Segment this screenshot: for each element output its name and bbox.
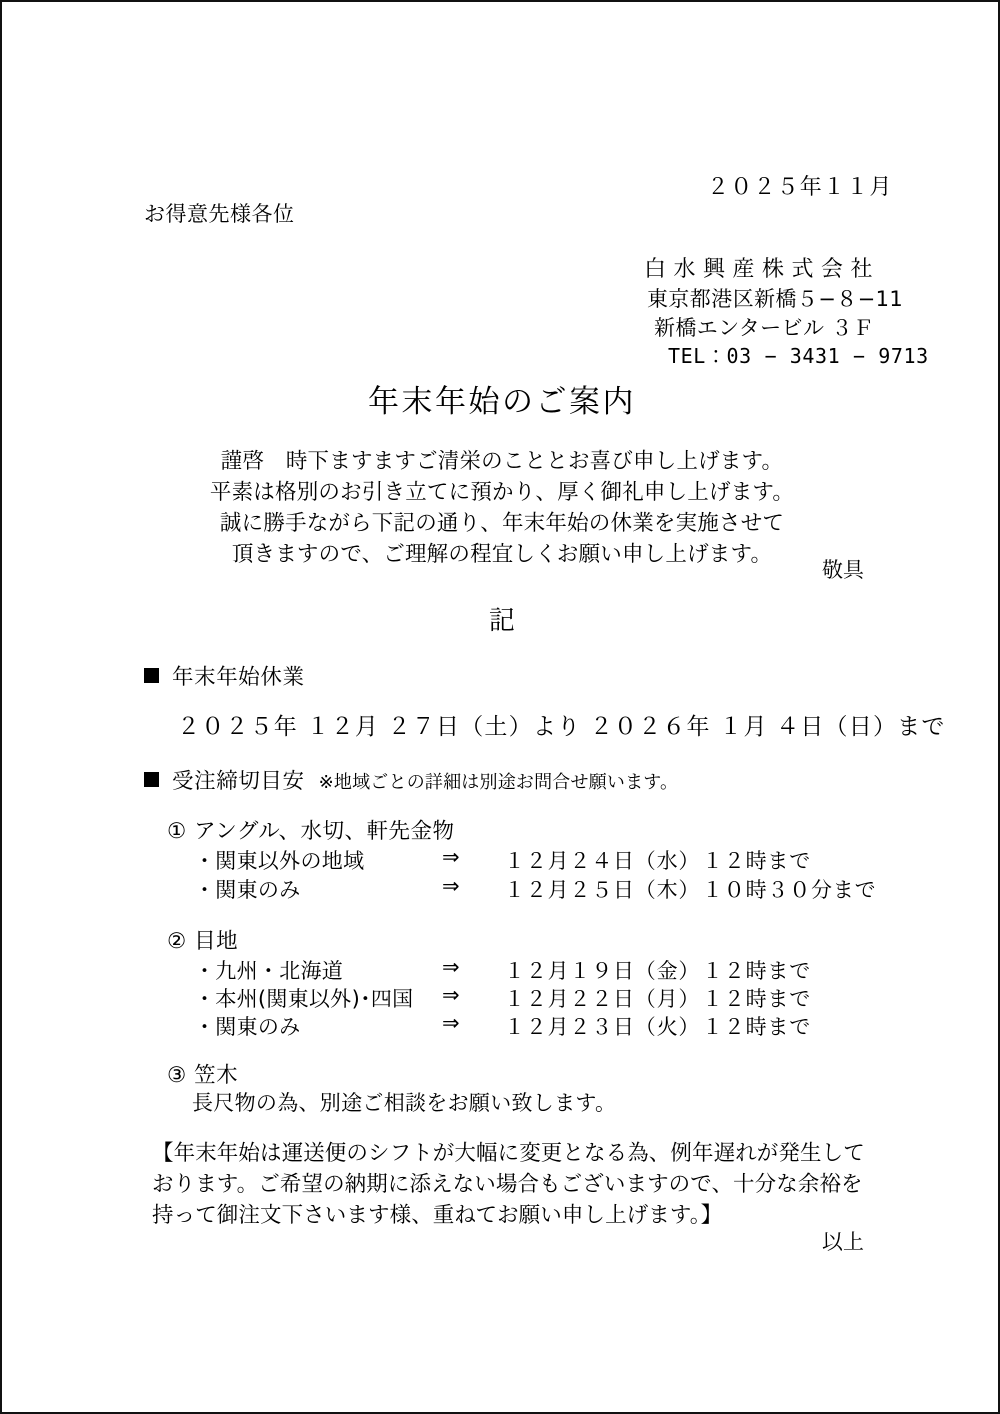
row-region: ・本州(関東以外)･四国 xyxy=(194,987,414,1011)
document-date: ２０２５年１１月 xyxy=(707,175,893,200)
section-heading-deadline xyxy=(144,764,678,795)
deadline-note: ※地域ごとの詳細は別途お問合せ願います。 xyxy=(318,772,679,793)
deadline-row xyxy=(194,955,894,983)
greeting-line-3: 誠に勝手ながら下記の通り、年末年始の休業を実施させて xyxy=(219,511,785,536)
notice-line-3: 持って御注文下さいます様、重ねてお願い申し上げます。】 xyxy=(152,1203,723,1228)
group-label: 目地 xyxy=(194,929,239,954)
row-time: １２時まで xyxy=(702,987,811,1011)
row-region: ・関東のみ xyxy=(194,1015,301,1039)
row-time: １０時３０分まで xyxy=(702,878,877,902)
deadline-group-2-title xyxy=(167,924,238,955)
row-region: ・関東のみ xyxy=(194,878,301,902)
square-bullet-icon xyxy=(144,668,159,683)
row-region: ・関東以外の地域 xyxy=(194,849,365,873)
group-number: ② xyxy=(167,929,187,954)
arrow-icon: ⇒ xyxy=(442,983,460,1007)
closing-keigu: 敬具 xyxy=(822,558,864,582)
deadline-row xyxy=(194,845,894,873)
row-region: ・九州・北海道 xyxy=(194,959,344,983)
arrow-icon: ⇒ xyxy=(442,1011,460,1035)
deadline-row xyxy=(194,983,894,1011)
closing-notice xyxy=(152,1138,872,1231)
deadline-group-3-body: 長尺物の為、別途ご相談をお願い致します。 xyxy=(192,1091,617,1115)
group-label: アングル、水切、軒先金物 xyxy=(194,819,455,844)
greeting-line-4: 頂きますので、ご理解の程宜しくお願い申し上げます。 xyxy=(231,542,773,567)
row-date: １２月２５日（木） xyxy=(504,878,701,902)
row-time: １２時まで xyxy=(702,1015,811,1039)
greeting-line-1: 謹啓 時下ますますご清栄のこととお喜び申し上げます。 xyxy=(220,449,784,474)
group-number: ① xyxy=(167,819,187,844)
greeting-paragraph xyxy=(2,446,1000,570)
group-label: 笠木 xyxy=(194,1063,239,1088)
arrow-icon: ⇒ xyxy=(442,874,460,898)
section-heading-holiday-label: 年末年始休業 xyxy=(172,665,305,690)
group-number: ③ xyxy=(167,1063,187,1088)
deadline-group-1-title xyxy=(167,814,454,845)
row-date: １２月１９日（金） xyxy=(504,959,701,983)
row-date: １２月２３日（火） xyxy=(504,1015,701,1039)
notice-line-2: おります。ご希望の納期に添えない場合もございますので、十分な余裕を xyxy=(152,1172,863,1197)
row-date: １２月２２日（月） xyxy=(504,987,701,1011)
document-sheet xyxy=(2,2,1000,1414)
sender-address-line1: 東京都港区新橋５−８−11 xyxy=(647,287,904,311)
deadline-group-3-title xyxy=(167,1058,238,1089)
greeting-line-2: 平素は格別のお引き立てに預かり、厚く御礼申し上げます。 xyxy=(209,480,795,505)
sender-company-name: 白水興産株式会社 xyxy=(644,257,881,282)
page-title: 年末年始のご案内 xyxy=(368,384,636,420)
deadline-row xyxy=(194,874,894,902)
sender-address-line2: 新橋エンタービル ３Ｆ xyxy=(654,316,875,340)
row-time: １２時まで xyxy=(702,849,811,873)
row-time: １２時まで xyxy=(702,959,811,983)
addressee: お得意先様各位 xyxy=(144,202,295,226)
notice-line-1: 【年末年始は運送便のシフトが大幅に変更となる為、例年遅れが発生して xyxy=(152,1141,865,1166)
section-heading-holiday xyxy=(144,660,305,691)
sender-telephone: TEL：03 − 3431 − 9713 xyxy=(668,344,929,368)
row-date: １２月２４日（水） xyxy=(504,849,701,873)
arrow-icon: ⇒ xyxy=(442,845,460,869)
square-bullet-icon xyxy=(144,772,159,787)
section-heading-deadline-label: 受注締切目安 xyxy=(172,769,305,794)
holiday-period: ２０２５年 １２月 ２７日（土）より ２０２６年 １月 ４日（日）まで xyxy=(177,714,946,740)
arrow-icon: ⇒ xyxy=(442,955,460,979)
closing-ijou: 以上 xyxy=(822,1230,864,1254)
deadline-row xyxy=(194,1011,894,1039)
ki-marker: 記 xyxy=(488,606,515,636)
